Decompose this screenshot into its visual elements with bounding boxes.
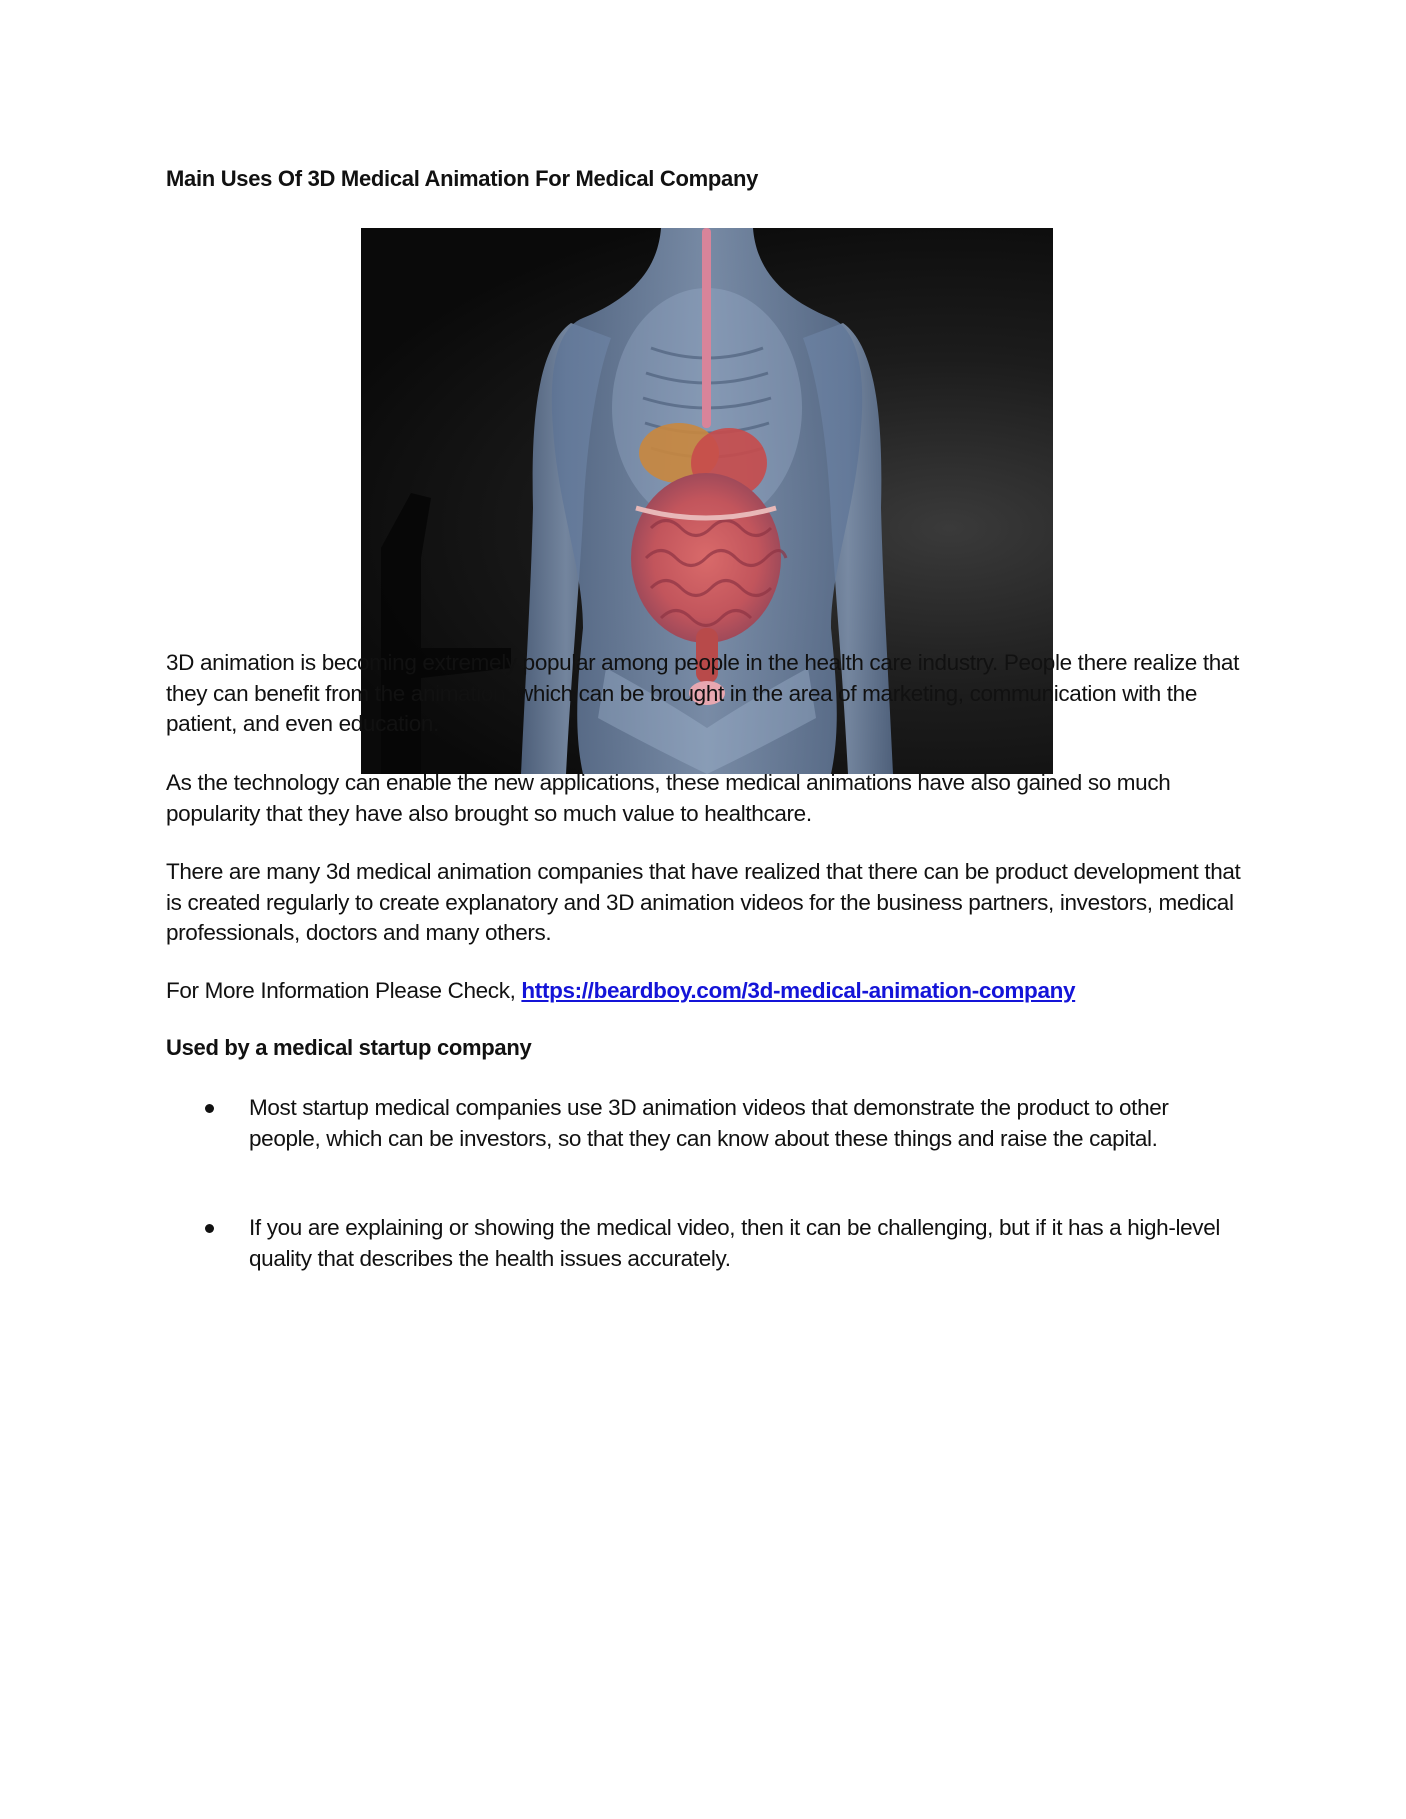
- more-info-line: [166, 976, 1246, 1007]
- bullet-icon: [205, 1104, 214, 1113]
- section-subheading: Used by a medical startup company: [166, 1035, 532, 1060]
- bullet-icon: [205, 1224, 214, 1233]
- list-item-text: If you are explaining or showing the medical video, then it can be challenging, but if it has a high-level quality that describes the health issues accurately.: [249, 1215, 1221, 1271]
- paragraph-1: 3D animation is becoming extremely popular among people in the health care industry. People there realize that they can benefit from the animation, which can be brought in the area of marketing, communication with the patient, and even education.: [166, 650, 1239, 737]
- paragraph-2: As the technology can enable the new applications, these medical animations have also gained so much popularity that they have also brought so much value to healthcare.: [166, 770, 1171, 826]
- more-info-link[interactable]: https://beardboy.com/3d-medical-animation-company: [521, 978, 1076, 1003]
- document-title: Main Uses Of 3D Medical Animation For Medical Company: [166, 166, 759, 191]
- list-item-text: Most startup medical companies use 3D animation videos that demonstrate the product to other people, which can be investors, so that they can know about these things and raise the capital.: [249, 1095, 1169, 1151]
- more-info-label: For More Information Please Check,: [166, 978, 522, 1003]
- paragraph-3: There are many 3d medical animation companies that have realized that there can be product development that is created regularly to create explanatory and 3D animation videos for the business partners, investors, medical professionals, doctors and many others.: [166, 859, 1241, 946]
